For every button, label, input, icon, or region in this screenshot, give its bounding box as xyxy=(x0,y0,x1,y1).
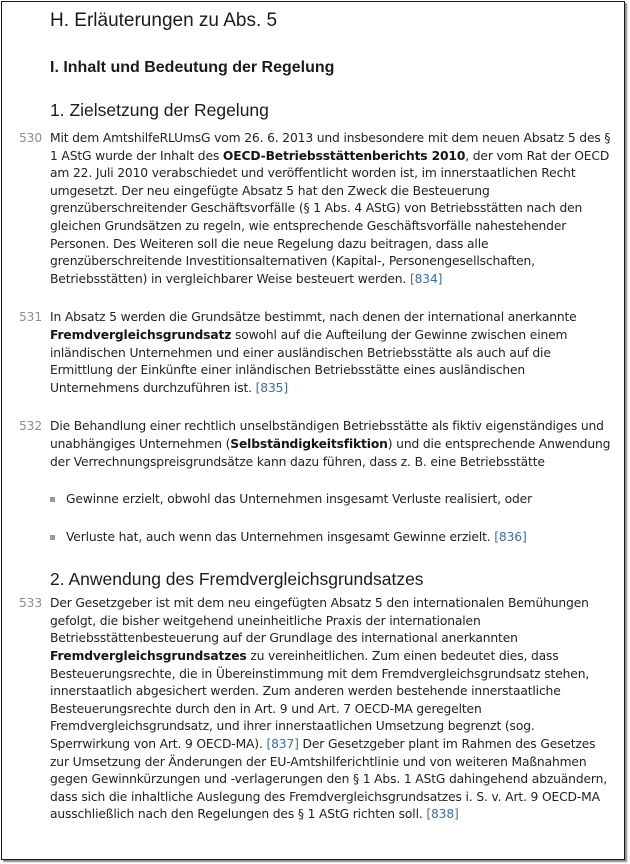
paragraph-text: sowohl auf die Aufteilung der Gewinne zwischen einem inländischen Unternehmen und einer ausländischen Betriebsstätte als auch auf die Ermittlung der Einkünfte einer inländischen Betriebsstätte eines ausländischen Unternehmens durchzuführen ist. xyxy=(50,327,568,395)
page-frame xyxy=(1,1,625,860)
bullet-item xyxy=(50,529,616,547)
bold-term: OECD-Betriebsstättenberichts 2010 xyxy=(222,148,466,163)
bullet-square-icon xyxy=(50,497,55,502)
paragraph-530 xyxy=(19,130,616,288)
footnote-link[interactable]: [838] xyxy=(426,807,459,822)
heading-fremdvergleich: 2. Anwendung des Fremdvergleichsgrundsatzes xyxy=(50,569,424,590)
paragraph-text: ) und die entsprechende Anwendung der Verrechnungspreisgrundsätze kann dazu führen, dass z. B. eine Betriebsstätte xyxy=(50,436,611,469)
bullet-square-icon xyxy=(50,535,55,540)
document-content xyxy=(19,2,616,824)
paragraph-number: 533 xyxy=(19,596,43,611)
paragraph-text: Die Behandlung einer rechtlich unselbständigen Betriebsstätte als fiktiv eigenständiges und unabhängiges Unternehmen ( xyxy=(50,419,604,451)
paragraph-text: Der Gesetzgeber ist mit dem neu eingefügten Absatz 5 den internationalen Bemühungen gefolgt, die bisher weitgehend uneinheitliche Praxis der internationalen Betriebsstättenbesteuerung auf der Grundlage des international anerkannten xyxy=(50,596,589,646)
footnote-link[interactable]: [836] xyxy=(494,529,527,544)
paragraph-text: , der vom Rat der OECD am 22. Juli 2010 verabschiedet und veröffentlicht worden ist, im innerstaatlichen Recht umgesetzt. Der neu eingefügte Absatz 5 hat den Zweck die Besteuerung grenzüberschreitender Geschäftsvorfälle (§ 1 Abs. 4 AStG) von Betriebsstätten nach den gleichen Grundsätzen zu regeln, wie entsprechende Geschäftsvorfälle nahestehender Personen. Des Weiteren soll die neue Regelung dazu beitragen, dass alle grenzüberschreitende Investitionsalternativen (Kapital-, Personengesellschaften, Betriebsstätten) in vergleichbarer Weise besteuert werden. xyxy=(50,148,610,286)
paragraph-531 xyxy=(19,309,616,397)
paragraph-number: 530 xyxy=(19,131,43,145)
footnote-link[interactable]: [835] xyxy=(255,380,288,395)
bullet-item xyxy=(50,491,616,509)
paragraph-text: Der Gesetzgeber plant im Rahmen des Gesetzes zur Umsetzung der Änderungen der EU-Amtshilferichtlinie und von weiteren Maßnahmen gegen Gewinnkürzungen und -verlagerungen den § 1 Abs. 1 AStG dahingehend abzuändern, dass sich die inhaltliche Auslegung des Fremdvergleichsgrundsatzes i. S. v. Art. 9 OECD-MA ausschließlich nach den Regelungen des § 1 AStG richten soll. xyxy=(50,737,607,822)
paragraph-533 xyxy=(19,595,616,824)
heading-zielsetzung: 1. Zielsetzung der Regelung xyxy=(50,100,269,120)
bullet-list xyxy=(50,491,616,546)
subsection-title: I. Inhalt und Bedeutung der Regelung xyxy=(50,59,335,76)
bold-term: Selbständigkeitsfiktion xyxy=(230,436,388,451)
paragraph-number: 532 xyxy=(19,419,43,434)
paragraph-532 xyxy=(19,418,616,471)
bold-term: Fremdvergleichsgrundsatz xyxy=(50,327,232,342)
footnote-link[interactable]: [837] xyxy=(266,737,299,752)
bullet-text: Gewinne erzielt, obwohl das Unternehmen insgesamt Verluste realisiert, oder xyxy=(66,492,532,507)
paragraph-number: 531 xyxy=(19,310,43,325)
bold-term: Fremdvergleichsgrundsatzes xyxy=(50,649,247,664)
paragraph-text: In Absatz 5 werden die Grundsätze bestimmt, nach denen der international anerkannte xyxy=(50,310,577,325)
bullet-text: Verluste hat, auch wenn das Unternehmen insgesamt Gewinne erzielt. xyxy=(66,529,495,544)
footnote-link[interactable]: [834] xyxy=(409,271,443,286)
section-title: H. Erläuterungen zu Abs. 5 xyxy=(50,10,278,31)
paragraph-text: Mit dem AmtshilfeRLUmsG vom 26. 6. 2013 und insbesondere mit dem neuen Absatz 5 des § 1 AStG wurde der Inhalt des xyxy=(50,131,611,163)
paragraph-text: zu vereinheitlichen. Zum einen bedeutet dies, dass Besteuerungsrechte, die in Übereinstimmung mit dem Fremdvergleichsgrundsatz stehen, innerstaatlich abgesichert werden. Zum anderen werden bestehende innerstaatliche Besteuerungsrechte durch den in Art. 9 und Art. 7 OECD-MA geregelten Fremdvergleichsgrundsatz, und ihrer innerstaatlichen Umsetzung begrenzt (sog. Sperrwirkung von Art. 9 OECD-MA). xyxy=(50,649,590,752)
